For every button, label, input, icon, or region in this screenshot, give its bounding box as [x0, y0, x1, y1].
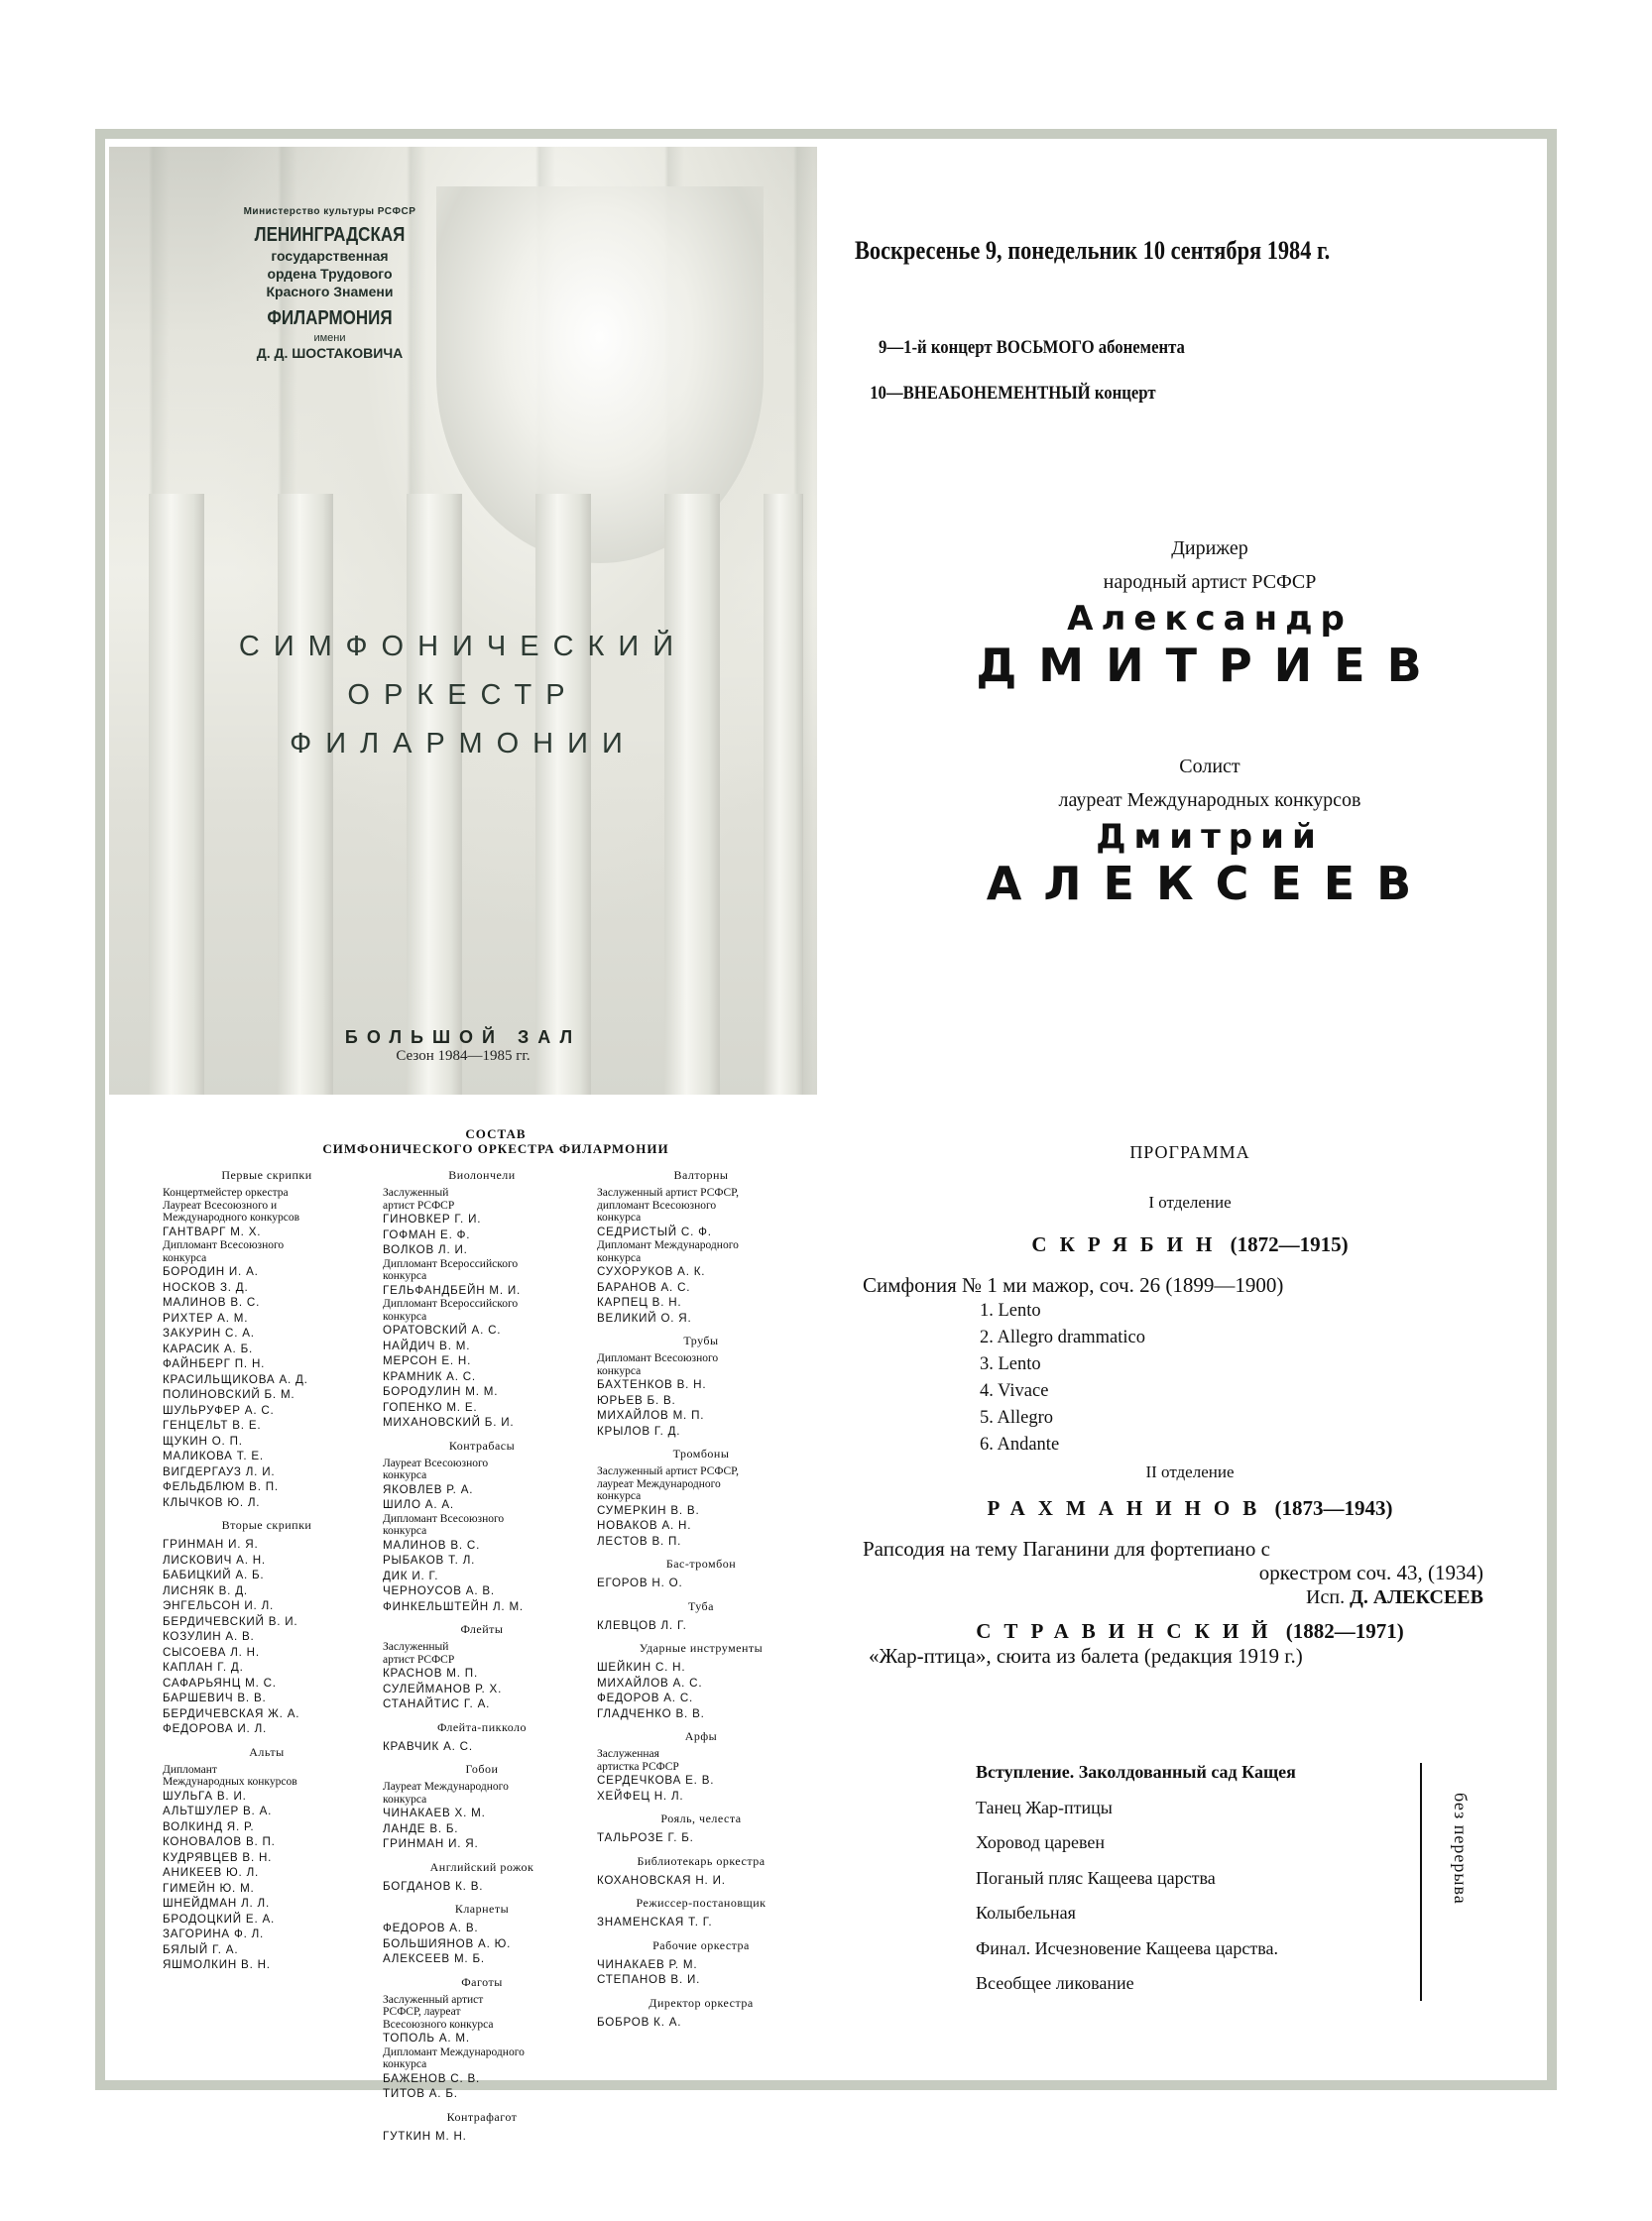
musician-name: ГРИНМАН И. Я. — [383, 1837, 479, 1850]
program-title: ПРОГРАММА — [1129, 1142, 1250, 1162]
musician-name: ЮРЬЕВ Б. В. — [597, 1393, 676, 1407]
musician-name: ЯШМОЛКИН В. Н. — [163, 1958, 271, 1971]
musician-title: Дипломант Всероссийского — [383, 1257, 519, 1270]
musician-name: КРАВЧИК А. С. — [383, 1739, 473, 1753]
composer-name: СТРАВИНСКИЙ — [976, 1619, 1281, 1643]
musician-name: ЗАГОРИНА Ф. Л. — [163, 1928, 265, 1940]
subscription-line: 10—ВНЕАБОНЕМЕНТНЫЙ концерт — [870, 383, 1156, 404]
roster-column-3 — [597, 1168, 805, 2030]
musician-name: ВОЛКОВ Л. И. — [383, 1243, 468, 1256]
musician-title: конкурса — [597, 1364, 642, 1377]
movement: 2. Allegro drammatico — [980, 1328, 1145, 1347]
musician-name: СЕДРИСТЫЙ С. Ф. — [597, 1225, 712, 1238]
musician-name: СУХОРУКОВ А. К. — [597, 1265, 706, 1278]
musician-name: ЧЕРНОУСОВ А. В. — [383, 1584, 495, 1597]
musician-title: артист РСФСР — [383, 1653, 455, 1666]
musician-name: ШЕЙКИН С. Н. — [597, 1661, 686, 1674]
musician-name: КОНОВАЛОВ В. П. — [163, 1835, 276, 1848]
composer-years: (1873—1943) — [1274, 1496, 1393, 1520]
musician-name: ЭНГЕЛЬСОН И. Л. — [163, 1599, 275, 1612]
musician-name: НОВАКОВ А. Н. — [597, 1519, 692, 1532]
musician-title: конкурса — [383, 1525, 427, 1537]
section-heading: Валторны — [673, 1168, 729, 1182]
performer-name: Д. АЛЕКСЕЕВ — [1350, 1586, 1483, 1608]
musician-name: КОЗУЛИН А. В. — [163, 1630, 255, 1643]
musician-name: МИХАЙЛОВ А. С. — [597, 1676, 703, 1690]
musician-name: ГРИНМАН И. Я. — [163, 1538, 259, 1551]
composer-2 — [902, 1496, 1477, 1521]
org-line: Красного Знамени — [266, 284, 394, 299]
section-heading: Бас-тромбон — [665, 1557, 737, 1571]
musician-name: ГЕНЦЕЛЬТ В. Е. — [163, 1419, 262, 1432]
musician-title: артистка РСФСР — [597, 1760, 679, 1773]
no-break-note: без перерыва — [1451, 1793, 1471, 1905]
organization-block — [109, 206, 550, 362]
musician-name: ШУЛЬРУФЕР А. С. — [163, 1403, 275, 1417]
program — [863, 1142, 1483, 1669]
suite-movement: Колыбельная — [976, 1903, 1076, 1923]
cover-photo — [109, 147, 817, 1095]
musician-name: КАПЛАН Г. Д. — [163, 1661, 244, 1674]
section-heading: Вторые скрипки — [221, 1518, 312, 1532]
musician-name: САФАРЬЯНЦ М. С. — [163, 1676, 277, 1690]
movement: 6. Andante — [980, 1435, 1060, 1455]
musician-name: ЛЕСТОВ В. П. — [597, 1534, 682, 1548]
soloist-role: Солист — [1179, 756, 1240, 777]
musician-name: ЕГОРОВ Н. О. — [597, 1577, 683, 1589]
musician-name: АНИКЕЕВ Ю. Л. — [163, 1866, 259, 1879]
roster-heading-line: СИМФОНИЧЕСКОГО ОРКЕСТРА ФИЛАРМОНИИ — [322, 1141, 669, 1156]
musician-name: БОЛЬШИЯНОВ А. Ю. — [383, 1936, 512, 1950]
part-1-label: I отделение — [1148, 1193, 1232, 1212]
musician-title: Дипломант Всесоюзного — [597, 1352, 719, 1364]
musician-title: Дипломант Всесоюзного — [163, 1239, 285, 1251]
musician-title: конкурса — [383, 1793, 427, 1806]
musician-name: БАРШЕВИЧ В. В. — [163, 1692, 267, 1704]
suite-movement: Всеобщее ликование — [976, 1973, 1134, 1993]
soloist-last-name: АЛЕКСЕЕВ — [986, 857, 1434, 910]
musician-name: ШУЛЬГА В. И. — [163, 1789, 247, 1803]
musician-name: ГОПЕНКО М. Е. — [383, 1400, 478, 1414]
musician-title: конкурса — [383, 1270, 427, 1282]
musician-title: Заслуженный — [383, 1641, 449, 1653]
musician-title: конкурса — [597, 1490, 642, 1502]
musician-name: ЗАКУРИН С. А. — [163, 1327, 255, 1340]
musician-name: НАЙДИЧ В. М. — [383, 1339, 471, 1352]
musician-name: ФИНКЕЛЬШТЕЙН Л. М. — [383, 1599, 524, 1613]
movement: 3. Lento — [980, 1354, 1041, 1374]
org-city: ЛЕНИНГРАДСКАЯ — [254, 223, 406, 246]
musician-name: КРАСИЛЬЩИКОВА А. Д. — [163, 1372, 308, 1386]
musician-title: Дипломант Всесоюзного — [383, 1512, 505, 1525]
section-heading: Рабочие оркестра — [652, 1937, 750, 1952]
musician-name: ФЕДОРОВ А. С. — [597, 1692, 694, 1704]
section-heading: Гобои — [465, 1762, 499, 1776]
work-1: Симфония № 1 ми мажор, соч. 26 (1899—1900) — [863, 1273, 1284, 1297]
season: Сезон 1984—1985 гг. — [396, 1048, 531, 1064]
musician-title: Концертмейстер оркестра — [163, 1187, 289, 1199]
musician-name: СТЕПАНОВ В. И. — [597, 1973, 701, 1986]
subscription-line: 9—1-й концерт ВОСЬМОГО абонемента — [879, 337, 1185, 358]
org-line: ордена Трудового — [267, 266, 393, 282]
musician-name: БОРОДИН И. А. — [163, 1265, 259, 1278]
musician-name: КАРПЕЦ В. Н. — [597, 1296, 682, 1309]
musician-name: ФЕДОРОВА И. Л. — [163, 1722, 268, 1735]
musician-title: конкурса — [383, 1310, 427, 1323]
musician-title: Заслуженный артист — [383, 1993, 484, 2006]
hall-block — [109, 1027, 817, 1065]
musician-title: Международных конкурсов — [163, 1776, 297, 1788]
musician-name: ШНЕЙДМАН Л. Л. — [163, 1897, 270, 1910]
cover-title-line: СИМФОНИЧЕСКИЙ — [238, 631, 688, 662]
section-heading: Первые скрипки — [221, 1168, 312, 1182]
conductor-block — [863, 531, 1557, 692]
musician-name: БЕРДИЧЕВСКАЯ Ж. А. — [163, 1706, 300, 1720]
musician-name: ХЕЙФЕЦ Н. Л. — [597, 1789, 684, 1803]
section-heading: Туба — [687, 1598, 714, 1613]
musician-title: конкурса — [597, 1251, 642, 1264]
musician-name: НОСКОВ З. Д. — [163, 1280, 249, 1294]
soloist-title: лауреат Международных конкурсов — [1058, 789, 1361, 811]
work-2-continued: оркестром соч. 43, (1934) — [1258, 1561, 1483, 1584]
section-heading: Директор оркестра — [649, 1995, 754, 2010]
musician-name: БОРОДУЛИН М. М. — [383, 1385, 499, 1398]
musician-name: ГУТКИН М. Н. — [383, 2129, 467, 2143]
subscription-info — [870, 337, 1185, 428]
roster-heading-line: СОСТАВ — [465, 1126, 527, 1141]
musician-name: ШИЛО А. А. — [383, 1498, 454, 1511]
musician-title: Дипломант Международного — [383, 2046, 525, 2058]
musician-name: ЩУКИН О. П. — [163, 1434, 243, 1448]
musician-name: ВЕЛИКИЙ О. Я. — [597, 1311, 692, 1325]
musician-name: МАЛИНОВ В. С. — [383, 1538, 481, 1552]
musician-name: БРОДОЦКИЙ Е. А. — [163, 1912, 276, 1926]
movement: 4. Vivace — [980, 1381, 1049, 1401]
musician-title: Заслуженная — [597, 1748, 659, 1760]
org-patron: Д. Д. ШОСТАКОВИЧА — [256, 345, 404, 361]
musician-title: Всесоюзного конкурса — [383, 2018, 494, 2031]
musician-name: ТАЛЬРОЗЕ Г. Б. — [597, 1831, 694, 1844]
musician-name: БЯЛЫЙ Г. А. — [163, 1942, 239, 1956]
musician-name: БАБИЦКИЙ А. Б. — [163, 1569, 265, 1581]
musician-title: Дипломант Международного — [597, 1239, 739, 1251]
musician-title: Дипломант Всероссийского — [383, 1298, 519, 1310]
section-heading: Трубы — [683, 1334, 719, 1347]
musician-name: ВОЛКИНД Я. Р. — [163, 1819, 255, 1833]
musician-name: КРАСНОВ М. П. — [383, 1667, 478, 1680]
conductor-first-name: Александр — [1067, 599, 1353, 639]
musician-name: КАРАСИК А. Б. — [163, 1342, 254, 1355]
conductor-role: Дирижер — [1171, 537, 1248, 559]
concert-date: Воскресенье 9, понедельник 10 сентября 1984 г. — [855, 236, 1331, 265]
conductor-title: народный артист РСФСР — [1103, 571, 1317, 593]
musician-name: БОБРОВ К. А. — [597, 2015, 682, 2029]
section-heading: Библиотекарь оркестра — [637, 1853, 766, 1868]
musician-title: Заслуженный артист РСФСР, — [597, 1187, 739, 1199]
hall-name: БОЛЬШОЙ ЗАЛ — [344, 1027, 582, 1047]
musician-name: ФЕЛЬДБЛЮМ В. П. — [163, 1480, 279, 1493]
org-line: имени — [313, 332, 346, 344]
section-heading: Рояль, челеста — [660, 1812, 742, 1825]
part-2-label: II отделение — [1145, 1462, 1235, 1481]
musician-name: РИХТЕР А. М. — [163, 1311, 249, 1325]
musician-name: СЫСОЕВА Л. Н. — [163, 1645, 260, 1659]
soloist-block — [863, 750, 1557, 910]
musician-title: Лауреат Всесоюзного — [383, 1457, 489, 1469]
conductor-last-name: ДМИТРИЕВ — [976, 639, 1444, 692]
composer-years: (1872—1915) — [1230, 1232, 1349, 1256]
composer-name: СКРЯБИН — [1031, 1232, 1226, 1256]
musician-name: ГИНОВКЕР Г. И. — [383, 1213, 482, 1226]
musician-name: ГЕЛЬФАНДБЕЙН М. И. — [383, 1283, 522, 1297]
musician-name: ЛИСНЯК В. Д. — [163, 1583, 248, 1597]
org-name: ФИЛАРМОНИЯ — [267, 306, 393, 329]
musician-title: Дипломант — [163, 1763, 217, 1776]
musician-name: АЛЬТШУЛЕР В. А. — [163, 1805, 273, 1817]
musician-name: ГЛАДЧЕНКО В. В. — [597, 1706, 705, 1720]
musician-name: БОГДАНОВ К. В. — [383, 1879, 484, 1893]
section-heading: Режиссер-постановщик — [636, 1896, 767, 1910]
suite-movement: Поганый пляс Кащеева царства — [976, 1867, 1216, 1888]
musician-title: конкурса — [163, 1251, 207, 1264]
musician-name: КОХАНОВСКАЯ Н. И. — [597, 1873, 726, 1887]
musician-name: ТОПОЛЬ А. М. — [383, 2032, 470, 2045]
movement: 5. Allegro — [980, 1408, 1053, 1428]
brace-divider — [1417, 1763, 1422, 2001]
section-heading: Флейта-пикколо — [436, 1719, 528, 1734]
cover-title-line: ОРКЕСТР — [347, 679, 579, 711]
musician-title: конкурса — [383, 1469, 427, 1481]
musician-name: БЕРДИЧЕВСКИЙ В. И. — [163, 1614, 298, 1628]
performer-line — [863, 1583, 1483, 1611]
musician-name: КРАМНИК А. С. — [383, 1369, 476, 1383]
musician-name: КЛЫЧКОВ Ю. Л. — [163, 1495, 261, 1509]
suite-movement: Танец Жар-птицы — [976, 1797, 1113, 1817]
musician-name: ЗНАМЕНСКАЯ Т. Г. — [597, 1916, 713, 1929]
musician-title: конкурса — [597, 1212, 642, 1224]
musician-name: СУЛЕЙМАНОВ Р. Х. — [383, 1682, 503, 1695]
musician-title: Заслуженный артист РСФСР, — [597, 1465, 739, 1477]
musician-name: БАХТЕНКОВ В. Н. — [597, 1378, 707, 1391]
roster-column-2 — [383, 1168, 581, 2144]
roster-heading — [149, 1126, 843, 1156]
musician-name: ГОФМАН Е. Ф. — [383, 1227, 471, 1241]
musician-title: РСФСР, лауреат — [383, 2006, 461, 2018]
section-heading: Виолончели — [448, 1168, 516, 1182]
musician-name: МАЛИКОВА Т. Е. — [163, 1450, 264, 1462]
suite-movement: Хоровод царевен — [976, 1832, 1106, 1852]
musician-name: БАЖЕНОВ С. В. — [383, 2071, 481, 2085]
composer-3 — [902, 1619, 1477, 1644]
roster-column-1 — [163, 1168, 371, 1973]
ministry: Министерство культуры РСФСР — [243, 206, 416, 217]
section-heading: Ударные инструменты — [639, 1641, 764, 1655]
musician-name: ЛИСКОВИЧ А. Н. — [163, 1553, 266, 1567]
movement: 1. Lento — [980, 1301, 1041, 1321]
composer-name: РАХМАНИНОВ — [987, 1496, 1270, 1520]
musician-name: МАЛИНОВ В. С. — [163, 1296, 261, 1309]
musician-name: СТАНАЙТИС Г. А. — [383, 1697, 491, 1710]
musician-name: ДИК И. Г. — [383, 1569, 439, 1582]
musician-title: конкурса — [383, 2058, 427, 2070]
musician-name: ОРАТОВСКИЙ А. С. — [383, 1324, 502, 1337]
musician-name: ГИМЕЙН Ю. М. — [163, 1881, 255, 1895]
suite-movement: Финал. Исчезновение Кащеева царства. — [976, 1937, 1278, 1958]
section-heading: Фаготы — [461, 1974, 503, 1989]
section-heading: Кларнеты — [454, 1902, 510, 1916]
section-heading: Флейты — [460, 1622, 504, 1636]
work-3: «Жар-птица», сюита из балета (редакция 1919 г.) — [869, 1644, 1303, 1668]
musician-name: ЛАНДЕ В. Б. — [383, 1821, 459, 1835]
musician-name: СЕРДЕЧКОВА Е. В. — [597, 1774, 715, 1787]
cover-title — [109, 623, 817, 768]
musician-name: ГАНТВАРГ М. Х. — [163, 1225, 262, 1238]
suite-list — [976, 1755, 1296, 2002]
composer-1 — [902, 1232, 1477, 1257]
musician-name: ЧИНАКАЕВ Х. М. — [383, 1807, 486, 1819]
musician-name: ФЕДОРОВ А. В. — [383, 1922, 479, 1934]
section-heading: Контрафагот — [446, 2109, 518, 2124]
musician-name: КЛЕВЦОВ Л. Г. — [597, 1618, 687, 1632]
musician-name: СУМЕРКИН В. В. — [597, 1503, 700, 1517]
performer-label: Исп. — [1306, 1586, 1346, 1608]
musician-name: БАРАНОВ А. С. — [597, 1280, 691, 1294]
musician-title: артист РСФСР — [383, 1199, 455, 1212]
musician-title: Международного конкурсов — [163, 1212, 300, 1224]
musician-name: ЯКОВЛЕВ Р. А. — [383, 1482, 474, 1496]
musician-name: ПОЛИНОВСКИЙ Б. М. — [163, 1388, 295, 1401]
cover-title-line: ФИЛАРМОНИИ — [290, 728, 637, 760]
musician-name: ВИГДЕРГАУЗ Л. И. — [163, 1464, 276, 1478]
musician-name: МЕРСОН Е. Н. — [383, 1354, 472, 1367]
musician-title: лауреат Международного — [597, 1477, 721, 1490]
musician-title: Лауреат Международного — [383, 1781, 509, 1793]
musician-title: дипломант Всесоюзного — [597, 1199, 717, 1212]
suite-movement: Вступление. Заколдованный сад Кащея — [976, 1762, 1296, 1782]
composer-years: (1882—1971) — [1285, 1619, 1404, 1643]
musician-title: Заслуженный — [383, 1187, 449, 1199]
musician-name: ТИТОВ А. Б. — [383, 2087, 458, 2100]
soloist-first-name: Дмитрий — [1096, 817, 1324, 857]
section-heading: Контрабасы — [448, 1438, 516, 1453]
musician-name: ЧИНАКАЕВ Р. М. — [597, 1957, 698, 1971]
musician-name: АЛЕКСЕЕВ М. Б. — [383, 1952, 485, 1965]
section-heading: Тромбоны — [672, 1447, 730, 1461]
work-2: Рапсодия на тему Паганини для фортепиано с — [863, 1537, 1270, 1561]
musician-name: КРЫЛОВ Г. Д. — [597, 1424, 681, 1438]
musician-name: ФАЙНБЕРГ П. Н. — [163, 1357, 266, 1370]
musician-name: КУДРЯВЦЕВ В. Н. — [163, 1850, 273, 1864]
musician-title: Лауреат Всесоюзного и — [163, 1199, 278, 1212]
section-heading: Арфы — [684, 1729, 718, 1743]
musician-name: МИХАНОВСКИЙ Б. И. — [383, 1416, 515, 1429]
org-line: государственная — [271, 248, 389, 264]
section-heading: Английский рожок — [429, 1859, 534, 1874]
musician-name: РЫБАКОВ Т. Л. — [383, 1554, 476, 1567]
section-heading: Альты — [249, 1744, 285, 1759]
musician-name: МИХАЙЛОВ М. П. — [597, 1409, 705, 1422]
movements-list — [980, 1298, 1477, 1459]
